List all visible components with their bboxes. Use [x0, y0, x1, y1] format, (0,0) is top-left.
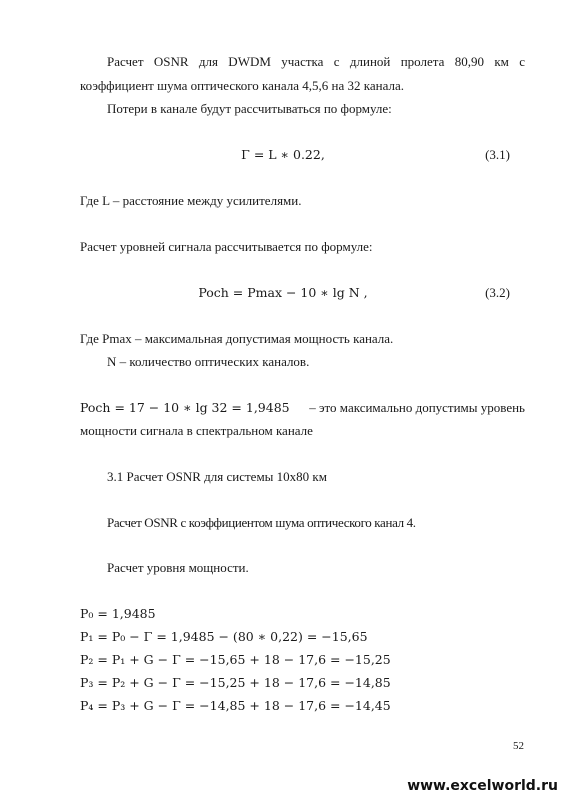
paragraph: Где Pmax – максимальная допустимая мощность канала. [80, 331, 394, 346]
page-number: 52 [513, 740, 524, 752]
paragraph-line: Расчет OSNR для DWDM участка с длиной пролета 80,90 км с [107, 54, 525, 69]
paragraph: Расчет уровней сигнала рассчитывается по формуле: [80, 239, 373, 254]
paragraph: N – количество оптических каналов. [107, 354, 310, 369]
paragraph-line: мощности сигнала в спектральном канале [80, 423, 313, 438]
formula-3-1: Γ = L ∗ 0.22, [241, 147, 325, 162]
paragraph: Где L – расстояние между усилителями. [80, 193, 302, 208]
watermark: www.excelworld.ru [407, 778, 558, 794]
paragraph: Расчет уровня мощности. [107, 560, 249, 575]
power-equation-p4: P₄ = P₃ + G − Γ = −14,85 + 18 − 17,6 = −14,45 [80, 698, 391, 713]
power-equation-p1: P₁ = P₀ − Γ = 1,9485 − (80 ∗ 0,22) = −15,65 [80, 629, 368, 644]
power-equation-p2: P₂ = P₁ + G − Γ = −15,65 + 18 − 17,6 = −15,25 [80, 652, 391, 667]
paragraph: Потери в канале будут рассчитываться по формуле: [107, 101, 392, 116]
power-equation-p0: P₀ = 1,9485 [80, 606, 156, 621]
equation-number: (3.1) [485, 147, 510, 162]
section-heading: 3.1 Расчет OSNR для системы 10х80 км [107, 469, 327, 484]
equation-number: (3.2) [485, 285, 510, 300]
formula-3-2: Poch = Pmax − 10 ∗ lg N , [198, 285, 368, 300]
paragraph-text: – это максимально допустимы уровень [309, 400, 525, 415]
paragraph-line [80, 400, 525, 416]
paragraph-line: коэффициент шума оптического канала 4,5,6 на 32 канала. [80, 78, 404, 93]
paragraph: Расчет OSNR с коэффициентом шума оптического канал 4. [107, 515, 416, 530]
power-equation-p3: P₃ = P₂ + G − Γ = −15,25 + 18 − 17,6 = −14,85 [80, 675, 391, 690]
formula-inline: Poch = 17 − 10 ∗ lg 32 = 1,9485 [80, 400, 290, 415]
